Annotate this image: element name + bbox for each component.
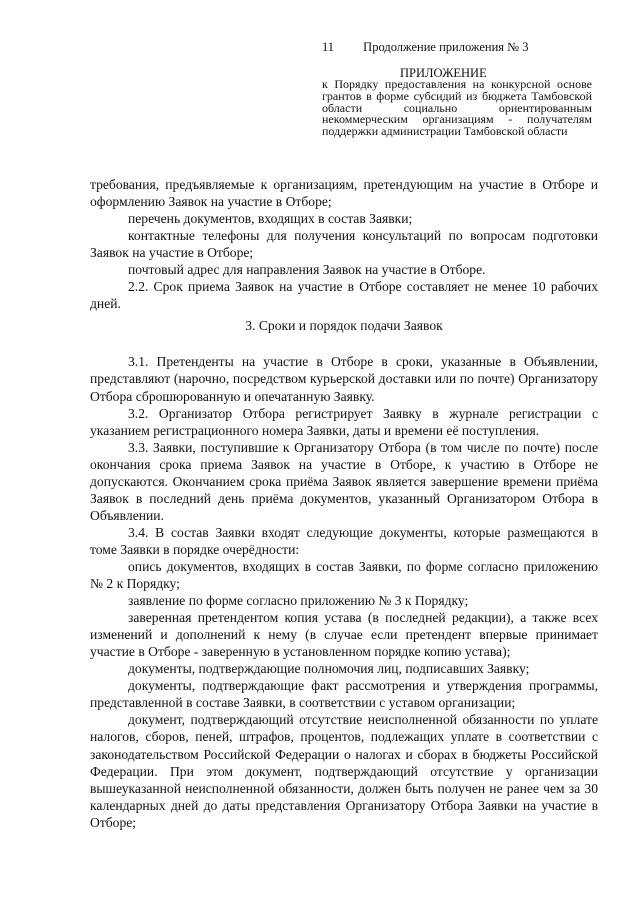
- paragraph: 3.4. В состав Заявки входят следующие документы, которые размещаются в томе Заявки в порядке очерёдности:: [90, 524, 598, 557]
- paragraph: 2.2. Срок приема Заявок на участие в Отборе составляет не менее 10 рабочих дней.: [90, 279, 598, 312]
- paragraph: документ, подтверждающий отсутствие неисполненной обязанности по уплате налогов, сборов, пеней, штрафов, процентов, подлежащих уплате в соответствии с законодательством Российской Федерации о налогах и сборах в бюджеты Российской Федерации. При этом документ, подтверждающий отсутствие у организации вышеуказанной неисполненной обязанности, должен быть получен не ранее чем за 30 календарных дней до даты представления Организатору Отбора Заявки на участие в Отборе;: [90, 712, 598, 830]
- paragraph: 3.2. Организатор Отбора регистрирует Заявку в журнале регистрации с указанием регистрационного номера Заявки, даты и времени её поступления.: [90, 405, 598, 438]
- document-body: [90, 176, 598, 831]
- paragraph: заверенная претендентом копия устава (в последней редакции), а также всех изменений и дополнений к нему (в случае если претендент впервые принимает участие в Отборе - заверенную в установленном порядке копию устава);: [90, 610, 598, 660]
- paragraph: контактные телефоны для получения консультаций по вопросам подготовки Заявок на участие в Отборе;: [90, 228, 598, 261]
- paragraph: опись документов, входящих в состав Заявки, по форме согласно приложению № 2 к Порядку;: [90, 558, 598, 592]
- paragraph: заявление по форме согласно приложению № 3 к Порядку;: [128, 593, 469, 609]
- appendix-title: ПРИЛОЖЕНИЕ: [400, 66, 487, 80]
- appendix-subtitle: к Порядку предоставления на конкурсной основе грантов в форме субсидий из бюджета Тамбовской области социально ориентированным некоммерческим организациям - получателям поддержки администрации Тамбовской области: [322, 77, 592, 139]
- paragraph: документы, подтверждающие факт рассмотрения и утверждения программы, представленной в составе Заявки, в соответствии с уставом организации;: [90, 678, 598, 711]
- page-number: 11: [322, 40, 335, 54]
- paragraph: требования, предъявляемые к организациям, претендующим на участие в Отборе и оформлению Заявок на участие в Отборе;: [90, 177, 598, 210]
- page-header: [322, 40, 528, 55]
- paragraph: 3.3. Заявки, поступившие к Организатору Отбора (в том числе по почте) после окончания срока приема Заявок на участие в Отборе, к участию в Отборе не допускаются. Окончанием срока приёма Заявок является завершение времени приёма Заявок в последний день приёма документов, указанный Организатором Отбора в Объявлении.: [90, 439, 598, 523]
- paragraph: перечень документов, входящих в состав Заявки;: [128, 211, 413, 227]
- paragraph: почтовый адрес для направления Заявок на участие в Отборе.: [128, 262, 486, 278]
- paragraph: документы, подтверждающие полномочия лиц, подписавших Заявку;: [128, 661, 530, 677]
- paragraph: 3.1. Претенденты на участие в Отборе в сроки, указанные в Объявлении, представляют (нарочно, посредством курьерской доставки или по почте) Организатору Отбора сброшюрованную и опечатанную Заявку.: [90, 354, 598, 404]
- continuation-note: Продолжение приложения № 3: [363, 40, 529, 54]
- section-title: 3. Сроки и порядок подачи Заявок: [245, 318, 443, 334]
